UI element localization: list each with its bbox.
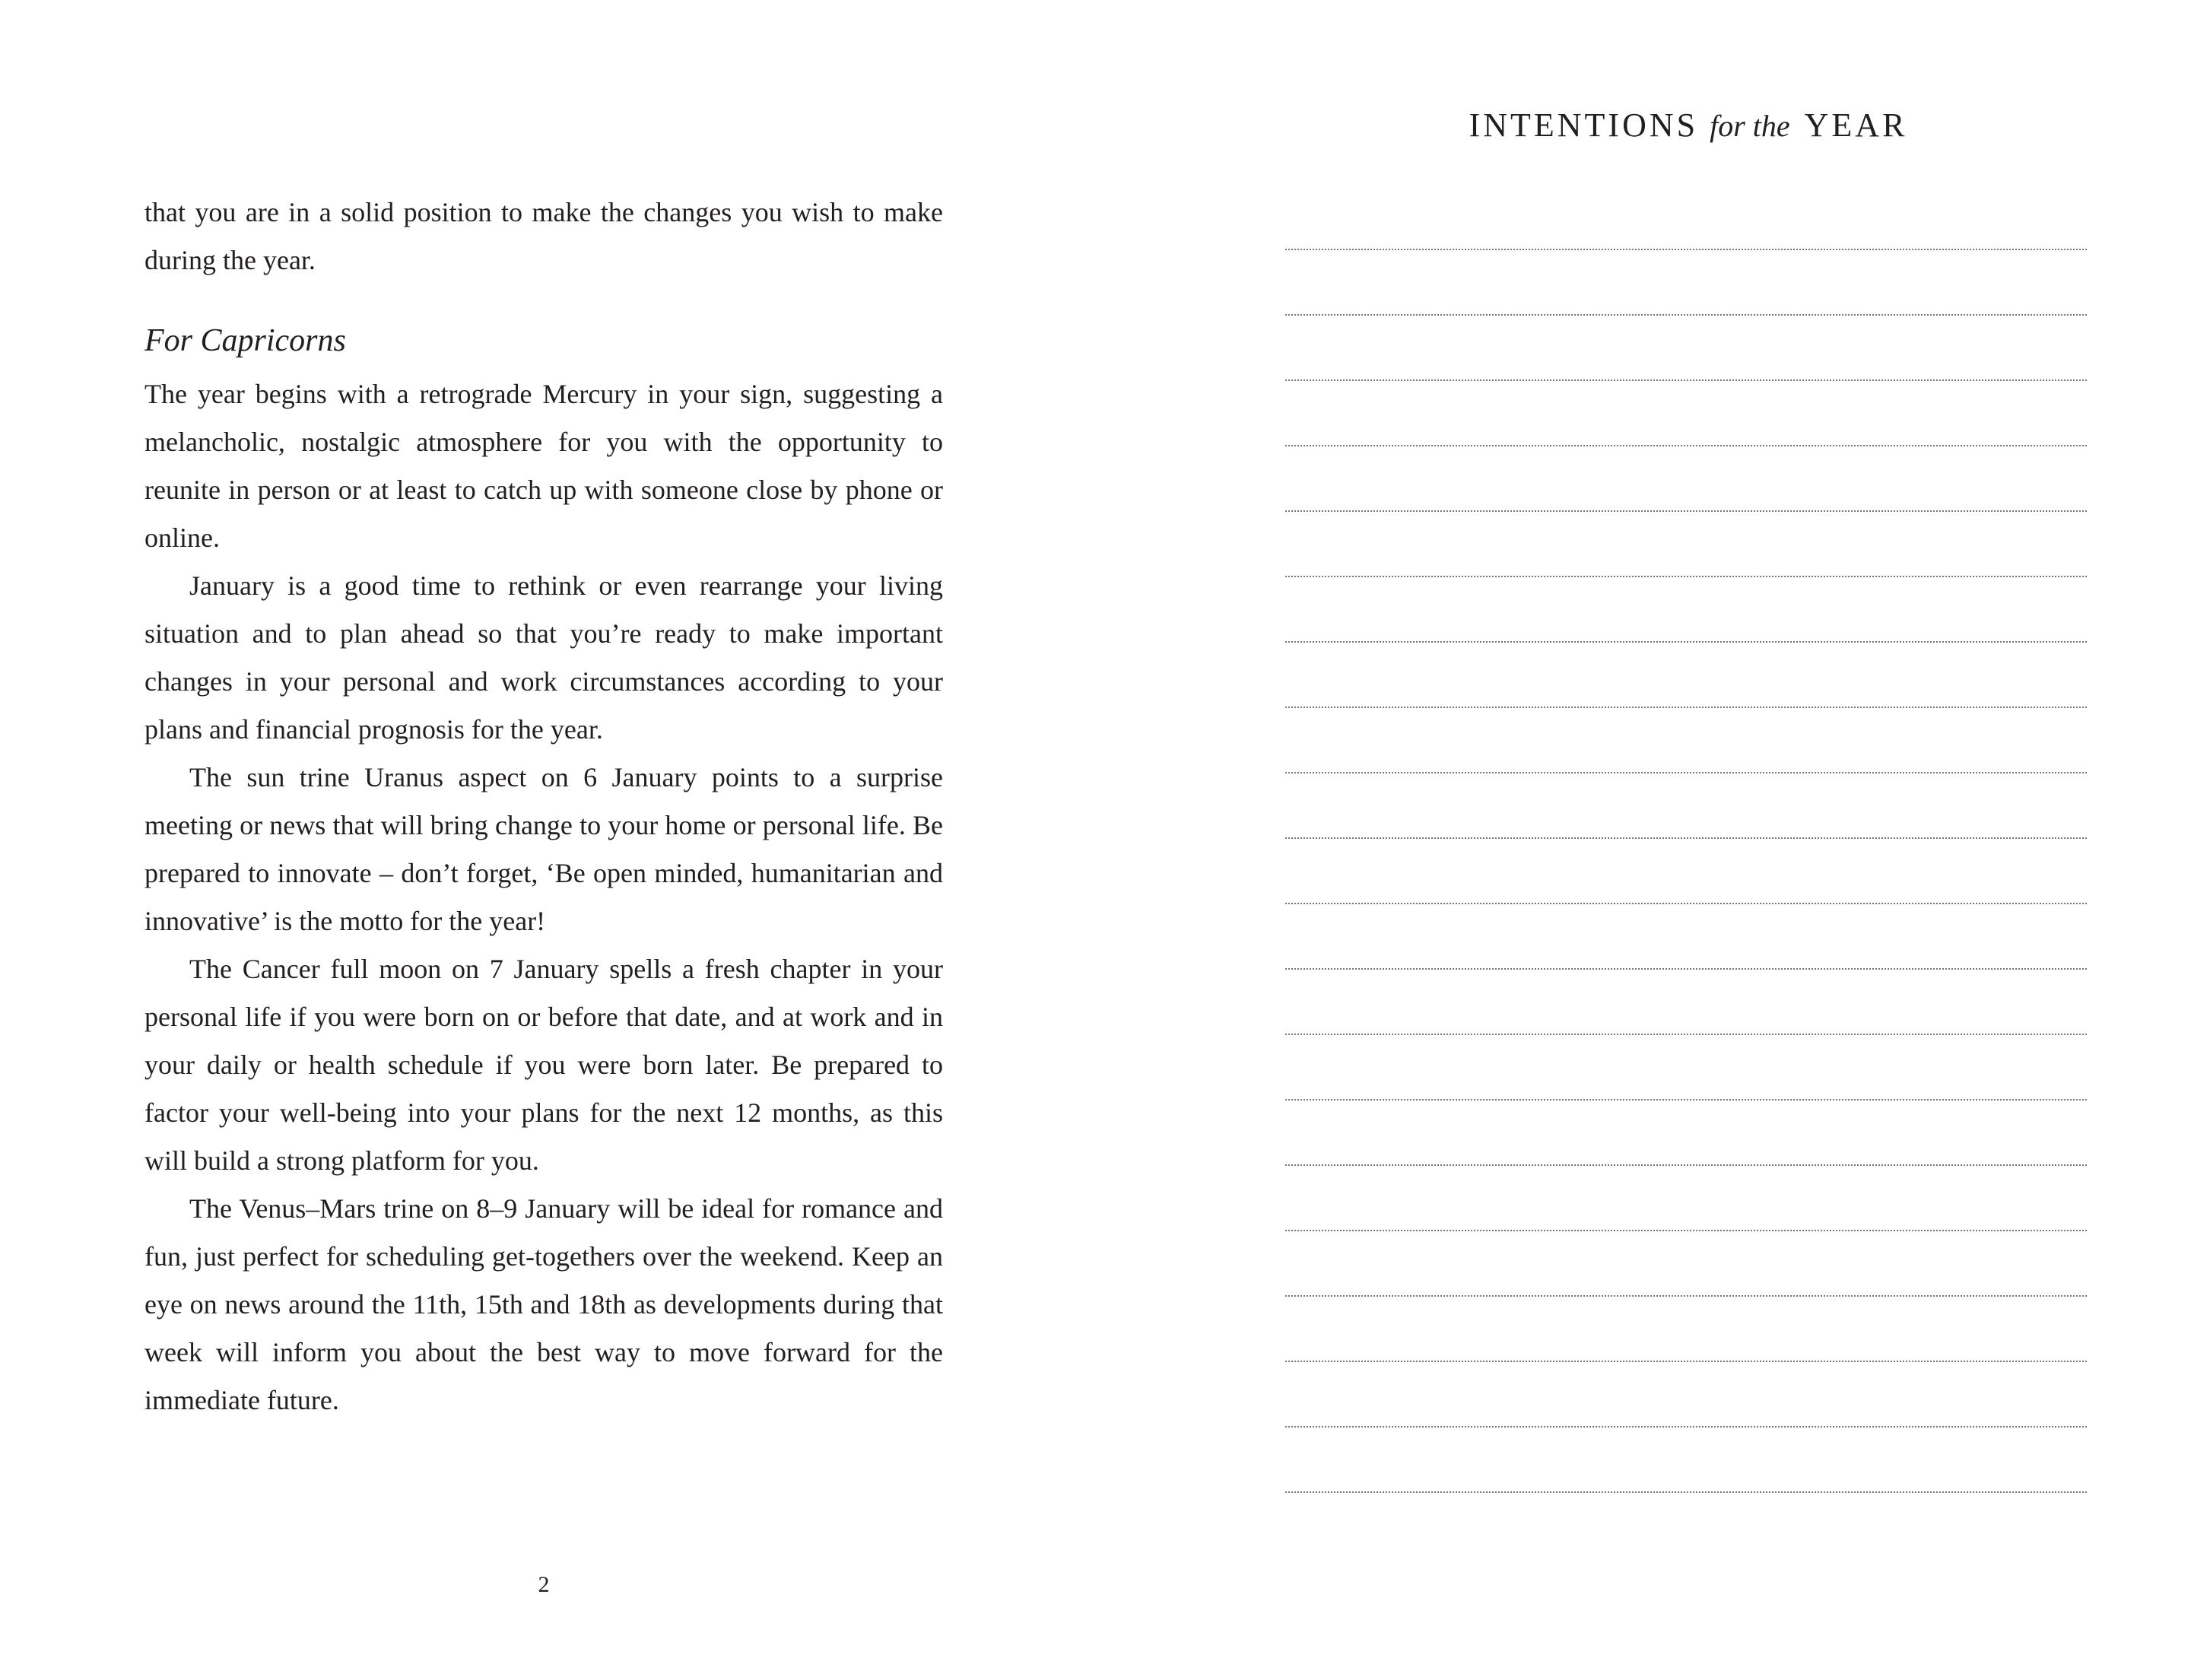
- writing-line: [1285, 641, 2087, 643]
- running-head-part-2: for the: [1710, 109, 1790, 143]
- writing-line: [1285, 1034, 2087, 1035]
- section-heading: For Capricorns: [144, 323, 346, 358]
- body-paragraph: January is a good time to rethink or even rearrange your living situation and to plan ahead so that you’re ready to make important changes in your personal and work circumstances according to your plans and financial prognosis for the year.: [144, 570, 943, 745]
- body-paragraph-continued: that you are in a solid position to make the changes you wish to make during the year.: [144, 197, 943, 275]
- body-paragraph: The Venus–Mars trine on 8–9 January will be ideal for romance and fun, just perfect for scheduling get-togethers over the weekend. Keep an eye on news around the 11th, 15th and 18th as developments during that week will inform you about the best way to move forward for the immediate future.: [144, 1193, 943, 1415]
- writing-line: [1285, 445, 2087, 446]
- writing-line: [1285, 1295, 2087, 1297]
- writing-line: [1285, 1099, 2087, 1100]
- writing-line: [1285, 968, 2087, 970]
- writing-line: [1285, 380, 2087, 381]
- writing-line: [1285, 1164, 2087, 1166]
- writing-line: [1285, 707, 2087, 708]
- writing-line: [1285, 576, 2087, 577]
- writing-line: [1285, 1361, 2087, 1362]
- running-head-part-3: YEAR: [1804, 106, 1908, 144]
- writing-line: [1285, 249, 2087, 250]
- body-paragraph: The Cancer full moon on 7 January spells a fresh chapter in your personal life if you were born on or before that date, and at work and in your daily or health schedule if you were born later. Be prepared to factor your well-being into your plans for the next 12 months, as this will build a strong platform for you.: [144, 954, 943, 1176]
- writing-lines: [1285, 249, 2087, 1557]
- writing-line: [1285, 1491, 2087, 1493]
- running-head-part-1: INTENTIONS: [1469, 106, 1699, 144]
- body-paragraph: The year begins with a retrograde Mercury in your sign, suggesting a melancholic, nostalgic atmosphere for you with the opportunity to reunite in person or at least to catch up with someone close by phone or online.: [144, 379, 943, 553]
- writing-line: [1285, 772, 2087, 773]
- writing-line: [1285, 1230, 2087, 1231]
- running-head: [1445, 104, 1932, 148]
- writing-line: [1285, 314, 2087, 316]
- writing-line: [1285, 837, 2087, 839]
- body-paragraph: The sun trine Uranus aspect on 6 January points to a surprise meeting or news that will bring change to your home or personal life. Be prepared to innovate – don’t forget, ‘Be open minded, humanitarian and innovative’ is the motto for the year!: [144, 762, 943, 936]
- page-number: 2: [538, 1572, 550, 1597]
- left-page: [144, 189, 943, 1424]
- writing-line: [1285, 903, 2087, 904]
- writing-line: [1285, 1426, 2087, 1428]
- writing-line: [1285, 510, 2087, 512]
